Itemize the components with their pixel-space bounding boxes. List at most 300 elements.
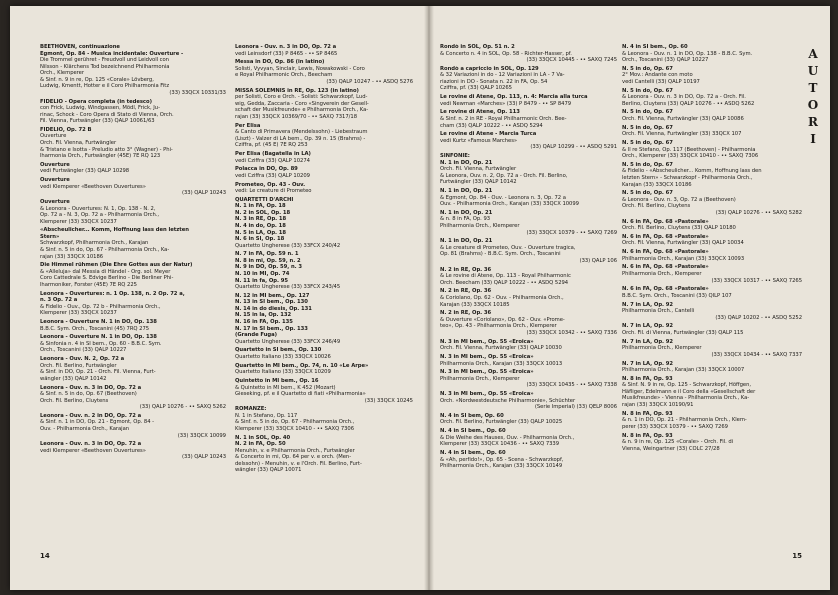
entry-title-line: Leonora - Ouvertures: n. 1 Op. 138, n. 2 Op. 72 a, — [40, 290, 185, 297]
entry-title-line: N. 4 in SI bem., Op. 60 — [440, 450, 506, 456]
entry-line: teo», Op. 43 - Philharmonia Orch., Klemperer — [440, 323, 557, 330]
entry-title-line: N. 16 in FA, Op. 135 — [235, 319, 293, 326]
entry-line: Orch. Beecham (33) QALP 10222 - •• ASDQ 5294 — [440, 279, 569, 286]
entry-line: & Sinf. n. 9 in re, Op. 125 «Corale» Lövberg, — [40, 76, 154, 83]
entry-line: Orch. Fil. Vienna, Furtwängler — [40, 140, 117, 147]
catalog-entry — [40, 51, 226, 97]
left-column-2 — [235, 44, 413, 476]
entry-line: lharmonia Orch., Furtwängler (45E) 7E RQ 123 — [40, 153, 161, 160]
entry-line: Quartetto Ungherese (33) 33FCX 243/45 — [235, 284, 341, 291]
entry-line: (33) 33QCX 10245 — [364, 397, 413, 404]
page-number-left: 14 — [40, 552, 50, 560]
entry-title-line: N. 5 in do, Op. 67 — [622, 124, 673, 131]
catalog-entry — [622, 264, 802, 284]
side-label-letter: I — [810, 132, 816, 146]
entry-line: (33) QALP 10202 - •• ASDQ 5252 — [715, 314, 802, 321]
entry-line: Orch., Klemperer — [40, 70, 84, 77]
entry-line: Philharmonia Orch., Klemperer — [440, 222, 520, 229]
entry-title-line: N. 7 in LA, Op. 92 — [622, 360, 674, 367]
entry-line: & Le rovine di Atene, Op. 113 - Royal Philharmonic — [440, 273, 571, 280]
entry-line: Coro Cattedrale S. Edvige Berlino - Die Berliner Phi- — [40, 275, 174, 282]
entry-line: Quartetto Italiano (33) 33QCX 10209 — [235, 369, 331, 376]
entry-title-line: Le rovine di Atene - Marcia Turca — [440, 131, 537, 138]
entry-title-line: Ouverture — [40, 161, 70, 168]
entry-line: & Sinf. n. 5 in do, Op. 67 - Philharmonia Orch., — [235, 419, 355, 426]
page-right — [434, 6, 830, 590]
entry-title-line: N. 5 in LA, Op. 18 — [235, 229, 287, 236]
entry-line: & 32 Variazioni in do - 12 Variazioni in LA - 7 Va- — [440, 72, 565, 79]
entry-title-line: Leonora - Ouv. n. 2 in DO, Op. 72 a — [40, 412, 142, 419]
catalog-entry — [40, 291, 226, 317]
entry-line: vedi Cziffra (33) QALP 10274 — [235, 157, 310, 164]
entry-line: & Leonora, Ouv. n. 2, Op. 72 a - Orch. Fil. Berlino, — [440, 172, 568, 179]
entry-line: Quartetto Ungherese (33) 33FCX 240/42 — [235, 242, 341, 249]
entry-line: lharmoniker, Forster (45E) 7E RQ 225 — [40, 281, 137, 288]
side-label-letter: A — [808, 47, 818, 61]
entry-line: & «Ah, perfido!», Op. 65 - Scena - Schwarzkopf, — [440, 456, 564, 463]
entry-line: & Leonora - Ouvertures: N. 1, Op. 138 - N. 2, — [40, 205, 156, 212]
entry-title-line: N. 6 in FA, Op. 68 «Pastorale» — [622, 233, 709, 240]
entry-title-line: N. 3 in RE, Op. 18 — [235, 216, 287, 223]
entry-title-line: Le rovine di Atene, Op. 113 — [440, 109, 520, 116]
entry-line: (33) QALP 106 — [579, 257, 617, 264]
entry-title-line: N. 1 in DO, Op. 21 — [440, 159, 493, 166]
side-label-letter: O — [807, 98, 819, 112]
entry-line: Ludwig, Kmentt, Hotter e il Coro Philharmonia Fitz — [40, 83, 170, 90]
catalog-entry — [440, 188, 617, 208]
catalog-entry — [622, 125, 802, 138]
entry-line: per Solisti, Coro e Orch. - Solisti: Schwarzkopf, Lud- — [235, 94, 368, 101]
entry-title-line: MISSA SOLEMNIS in RE, Op. 123 (in latino) — [235, 87, 359, 94]
entry-line: (33) 33QCX 10435 - •• SAXQ 7338 — [526, 382, 617, 389]
catalog-entry — [235, 197, 413, 249]
entry-line: B.B.C. Sym. Orch., Toscanini (33) QILP 107 — [622, 292, 732, 299]
entry-title-line: Leonora - Ouv. N. 2, Op. 72 a — [40, 356, 125, 363]
entry-line: Philharmonia Orch., Karajan (33) 33QCX 10149 — [440, 463, 563, 470]
entry-line: rajan (33) 33QCX 10369/70 - •• SAXQ 7317/18 — [235, 113, 357, 120]
entry-title-line: N. 1 in DO, Op. 21 — [440, 238, 493, 245]
entry-line: & «Alleluja» dal Messia di Händel - Org. sol. Meyer — [40, 268, 171, 275]
catalog-entry — [235, 166, 413, 179]
entry-line: & Quintetto in MI bem., K 452 (Mozart) — [235, 384, 336, 391]
entry-title-line: N. 5 in do, Op. 67 — [622, 140, 673, 147]
entry-title-line: (Grande Fuga) — [235, 332, 277, 339]
entry-line: Orch. Fil. Berlino, Cluytens — [622, 203, 691, 210]
entry-line: Orch., Toscanini (33) QALP 10227 — [622, 57, 709, 64]
entry-title-line: N. 4 in do, Op. 18 — [235, 222, 286, 229]
catalog-entry — [622, 109, 802, 122]
catalog-entry — [622, 433, 802, 453]
entry-line: Orch., Klemperer (33) 33QCX 10410 - •• SAXQ 7306 — [622, 153, 759, 160]
entry-title-line: Per Elisa — [235, 122, 261, 129]
entry-line: (Liszt) - Valzer di LA bem., Op. 39 n. 15 (Brahms) - — [235, 135, 366, 142]
entry-line: Nilsson - Klärchens Tod bezeichnend Philharmonia — [40, 63, 170, 70]
entry-line: Fil. Vienna, Furtwängler (33) QALP 10061/63 — [40, 118, 155, 125]
entry-line: Orch., Toscanini (33) QALP 10227 — [40, 347, 127, 354]
entry-title-line: FIDELIO - Opera completa (in tedesco) — [40, 98, 152, 105]
entry-title-line: Quartetto in SI bem., Op. 130 — [235, 347, 322, 354]
entry-title-line: N. 6 in FA, Op. 68 «Pastorale» — [622, 264, 709, 271]
catalog-entry — [440, 94, 617, 107]
entry-line: Häfliger, Edelmann e il Coro della «Gesellschaft der — [622, 388, 756, 395]
entry-title-line: N. 9 in DO, Op. 59, n. 3 — [235, 264, 303, 271]
entry-title-line: Ouverture — [40, 198, 70, 205]
entry-line: & Sinf. n. 2 in RE - Royal Philharmonic Orch. Bee- — [440, 116, 567, 123]
entry-line: Karajan (33) 33QCX 10186 — [622, 181, 692, 188]
entry-line: vedi Cantelli (33) QALP 10197 — [622, 78, 700, 85]
side-label-letter: T — [808, 81, 818, 95]
entry-line: rajan (33) 33QCX 10186 — [40, 253, 104, 260]
catalog-entry — [440, 354, 617, 367]
entry-line: Philharmonia Orch., Klemperer — [440, 375, 520, 382]
entry-line: vedi Leinsdorf (33) P 8465 - •• SP 8465 — [235, 50, 338, 57]
entry-line: vedi Cziffra (33) QALP 10209 — [235, 172, 310, 179]
entry-line: Philharmonia Orch., Karajan (33) 33QCX 10013 — [440, 360, 563, 367]
entry-line: N. 1 in Stefano, Op. 117 — [235, 412, 298, 419]
catalog-entry — [40, 319, 226, 332]
catalog-entry — [622, 219, 802, 232]
entry-line: Menuhin, v. e Philharmonia Orch., Furtwängler — [235, 447, 355, 454]
catalog-entry — [622, 162, 802, 188]
catalog-entry — [235, 88, 413, 121]
catalog-entry — [622, 302, 802, 322]
entry-line: Musikfreunde» - Vienna - Philharmonia Orch., Ka- — [622, 395, 750, 402]
catalog-entry — [40, 262, 226, 288]
entry-title-line: Leonora - Ouverture N. 1 in DO, Op. 138 — [40, 319, 157, 326]
entry-title-line: Messa in DO, Op. 86 (in latino) — [235, 59, 325, 66]
catalog-entry — [235, 44, 413, 57]
entry-title-line: N. 7 in LA, Op. 92 — [622, 338, 674, 345]
entry-line: & Leonora - Ouv. n. 3, Op. 72 a (Beethoven) — [622, 196, 736, 203]
entry-title-line: N. 5 in do, Op. 67 — [622, 190, 673, 197]
entry-title-line: N. 8 in FA, Op. 93 — [622, 410, 673, 417]
entry-line: vedi Newman «Marches» (33) P 8479 - •• SP 8479 — [440, 100, 572, 107]
entry-line: (33) 33QCX 10434 - •• SAXQ 7337 — [711, 351, 802, 358]
right-column-2 — [622, 44, 802, 454]
entry-line: & Sinf. N. 9 in re, Op. 125 - Schwarzkopf, Höffgen, — [622, 382, 752, 389]
entry-line: Orch. «Nordwestdeutsche Philharmonie», Schüchter — [440, 397, 576, 404]
entry-title-line: N. 2 in RE, Op. 36 — [440, 288, 492, 295]
entry-line: riazioni in DO - Sonata n. 22 in FA, Op. 54 — [440, 78, 548, 85]
catalog-entry — [235, 182, 413, 195]
entry-line: & Il re Stefano, Op. 117 (Beethoven) - Philharmonia — [622, 146, 756, 153]
book-spread — [10, 6, 830, 590]
entry-title-line: N. 4 in SI bem, Op. 60 — [440, 412, 504, 419]
entry-line: Philharmonia Orch., Klemperer — [622, 271, 702, 278]
entry-line: wängler (33) QALP 10071 — [235, 467, 302, 474]
catalog-entry — [622, 339, 802, 359]
catalog-entry — [235, 59, 413, 85]
entry-line: Orch. Fil. Vienna, Furtwängler (33) QALP 10030 — [440, 345, 562, 352]
side-section-label — [806, 46, 820, 148]
entry-title-line: N. 2 in RE, Op. 36 — [440, 310, 492, 317]
catalog-entry — [235, 123, 413, 149]
entry-line: (33) QALP 10276 - •• SAXQ 5262 — [139, 404, 226, 411]
entry-line: Orch. Fil. Berlino, Cluytens — [40, 397, 109, 404]
entry-line: con Frick, Ludwig, Windgassen, Mödl, Frick, Ju- — [40, 105, 160, 112]
catalog-entry — [235, 435, 413, 474]
entry-line: (33) QALP 10299 - •• ASDQ 5291 — [530, 144, 617, 151]
entry-title-line: N. 4 in SI bem., Op. 60 — [440, 428, 506, 435]
entry-line: cham (33) QALP 10222 - •• ASDQ 5294 — [440, 122, 543, 129]
entry-title-line: N. 10 in MI, Op. 74 — [235, 271, 290, 277]
catalog-entry — [440, 450, 617, 470]
entry-title-line: ROMANZE: — [235, 406, 267, 413]
entry-title-line: N. 1 in DO, Op. 21 — [440, 188, 493, 195]
entry-line: rinac, Schock - Coro Opera di Stato di Vienna, Orch. — [40, 111, 174, 118]
entry-title-line: N. 7 in LA, Op. 92 — [622, 301, 674, 308]
entry-title-line: QUARTETTI D'ARCHI — [235, 196, 294, 203]
catalog-entry — [440, 339, 617, 352]
catalog-entry — [440, 66, 617, 92]
entry-line: & Coriolano, Op. 62 - Ouv. - Philharmonia Orch., — [440, 295, 564, 302]
catalog-entry — [40, 227, 226, 260]
entry-line: (Serie Imperial) (33) QELP 8006 — [534, 404, 617, 411]
entry-line: & Sinf. n. 5 in do, Op. 67 - Philharmonia Orch., Ka- — [40, 246, 170, 253]
entry-line: Quartetto Italiano (33) 33QCX 10026 — [235, 353, 331, 360]
entry-line: Orch. Fil. Vienna, Furtwängler — [440, 166, 517, 173]
entry-line: (33) 33QCX 10379 - •• SAXQ 7269 — [526, 229, 617, 236]
entry-line: & Canto di Primavera (Mendelssohn) - Liebestraum — [235, 129, 368, 136]
entry-line: (33) 33QCX 10331/33 — [169, 89, 226, 96]
entry-line: & Die Weihe des Hauses, Ouv. - Philharmonia Orch., — [440, 434, 575, 441]
entry-line: vedi Klemperer «Beethoven Ouvertures» — [40, 447, 146, 454]
entry-line: Orch. Fil. Vienna, Furtwängler (33) QALP 10086 — [622, 116, 744, 123]
entry-line: & Sinf. n. 1 in DO, Op. 21 - Egmont, Op. 84 - — [40, 419, 154, 426]
entry-title-line: N. 8 in FA, Op. 93 — [622, 432, 673, 439]
entry-line: Ouverture — [40, 133, 67, 140]
entry-line: Ouv. - Philharmonia Orch., Karajan (33) 33QCX 10099 — [440, 201, 579, 208]
entry-line: & n. 8 in FA, Op. 93 — [440, 216, 491, 223]
catalog-entry — [440, 44, 617, 64]
entry-line: & n. 9 in re, Op. 125 «Corale» - Orch. Fil. di — [622, 439, 734, 446]
entry-line: (33) 33QCX 10342 - •• SAXQ 7336 — [526, 329, 617, 336]
catalog-entry — [235, 151, 413, 164]
entry-title-line: Prometeo, Op. 43 - Ouv. — [235, 181, 306, 188]
entry-line: & Sinf. n. 5 in do, Op. 67 (Beethoven) — [40, 391, 137, 398]
catalog-entry — [622, 44, 802, 64]
entry-line: Klemperer (33) 33QCX 10436 - •• SAXQ 7339 — [440, 441, 560, 448]
entry-line: Op. 72 a - N. 3, Op. 72 a - Philharmonia Orch., — [40, 212, 160, 219]
entry-line: Orch. Fil. Vienna, Furtwängler (33) 33QCX 107 — [622, 131, 742, 138]
entry-line: (33) 33QCX 10445 - •• SAXQ 7245 — [526, 57, 617, 64]
entry-title-line: SINFONIE: — [440, 153, 470, 160]
entry-title-line: N. 1 in DO, Op. 21 — [440, 209, 493, 216]
entry-line: & Sinfonia n. 4 in SI bem., Op. 60 - B.B.C. Sym. — [40, 340, 162, 347]
entry-line: vedi: Le creature di Prometeo — [235, 188, 312, 195]
entry-title-line: N. 8 in mi, Op. 59, n. 2 — [235, 257, 301, 264]
entry-line: (33) QALP 10243 — [181, 454, 226, 461]
book-gutter — [424, 6, 434, 590]
entry-title-line: Stern» — [40, 233, 60, 240]
entry-title-line: Quartetto in MI bem., Op. 74, n. 10 «Le Arpe» — [235, 362, 369, 369]
catalog-entry — [440, 238, 617, 264]
entry-line: schaft der Musikfreunde» e Philharmonia Orch., Ka- — [235, 107, 369, 114]
catalog-entry — [440, 391, 617, 411]
entry-line: & n. 1 in DO, Op. 21 - Philharmonia Orch., Klem- — [622, 417, 747, 424]
catalog-entry — [622, 361, 802, 374]
entry-title-line: Leonora - Ouverture N. 1 in DO, Op. 138 — [40, 334, 157, 341]
entry-line: vedi Kurtz «Famous Marches» — [440, 137, 518, 144]
entry-line: Orch. Fil. Berlino, Furtwängler (33) QALP 10025 — [440, 419, 563, 426]
entry-line: Ouv. - Philharmonia Orch., Karajan — [40, 425, 130, 432]
catalog-entry — [622, 249, 802, 262]
entry-line: wängler (33) QALP 10142 — [40, 375, 107, 382]
entry-title-line: Per Elisa (Bagatella in LA) — [235, 150, 311, 157]
entry-line: letzten Stern» - Schwarzkopf - Philharmonia Orch., — [622, 174, 753, 181]
entry-line: (33) 33QCX 10317 - •• SAXQ 7265 — [711, 277, 802, 284]
entry-line: Berlino, Cluytens (33) QALP 10276 - •• ASDQ 5262 — [622, 100, 755, 107]
catalog-entry — [440, 369, 617, 389]
catalog-entry — [40, 177, 226, 197]
catalog-entry — [622, 88, 802, 108]
entry-title-line: Le rovine di Atene, Op. 113, n. 4: Marcia alla turca — [440, 94, 588, 101]
entry-line: & Fidelio - «Abscheulicher... Komm, Hoffnung lass den — [622, 168, 762, 175]
entry-title-line: N. 6 in FA, Op. 68 «Pastorale» — [622, 249, 709, 256]
entry-line: & Concerto in mi, Op. 64 per v. e orch. (Men- — [235, 454, 352, 461]
entry-line: (33) QALP 10247 - •• ASDQ 5276 — [326, 78, 413, 85]
catalog-entry — [622, 66, 802, 86]
entry-line: (33) 33QCX 10099 — [177, 432, 226, 439]
left-column-1 — [40, 44, 226, 463]
entry-line: Solisti, Vyvyan, Sinclair, Lewis, Nowakowski - Coro — [235, 65, 365, 72]
catalog-entry — [40, 356, 226, 382]
entry-line: Orch. Fil. Berlino, Furtwängler — [40, 362, 117, 369]
entry-title-line: N. 1 in SOL, Op. 40 — [235, 434, 291, 441]
entry-line: Karajan (33) 33QCX 10185 — [440, 301, 510, 308]
catalog-entry — [235, 406, 413, 432]
catalog-entry — [235, 363, 413, 376]
catalog-entry — [440, 288, 617, 308]
entry-title-line: «Abscheulicher... Komm, Hoffnung lass den letzten — [40, 227, 189, 234]
entry-title-line: N. 5 in do, Op. 67 — [622, 65, 673, 72]
catalog-entry — [622, 140, 802, 160]
entry-line: vedi Klemperer «Beethoven Ouvertures» — [40, 183, 146, 190]
entry-line: Op. 81 (Brahms) - B.B.C. Sym. Orch., Toscanini — [440, 251, 561, 258]
entry-line: Cziffra, pf. (45 E) 7E RQ 253 — [235, 142, 308, 149]
catalog-entry — [440, 109, 617, 129]
catalog-entry — [235, 251, 413, 290]
entry-line: & Le creature di Prometeo, Ouv. - Ouverture tragica, — [440, 244, 576, 251]
entry-line: Klemperer (33) 33QCX 10237 — [40, 310, 117, 317]
entry-title-line: N. 3 in MI bem., Op. 55 «Eroica» — [440, 369, 534, 376]
entry-title-line: N. 2 in RE, Op. 36 — [440, 266, 492, 273]
entry-line: 2° Mov.: Andante con moto — [622, 72, 693, 79]
entry-line: (33) QALP 10276 - •• SAXQ 5282 — [715, 209, 802, 216]
entry-title-line: Rondò in SOL, Op. 51 n. 2 — [440, 44, 515, 50]
entry-title-line: N. 12 in MI bem., Op. 127 — [235, 292, 310, 299]
catalog-entry — [622, 411, 802, 431]
catalog-entry — [40, 441, 226, 461]
entry-line: & Ouverture «Coriolano», Op. 62 - Ouv. «Prome- — [440, 316, 565, 323]
page-left — [10, 6, 424, 590]
catalog-entry — [235, 347, 413, 360]
catalog-entry — [40, 413, 226, 439]
catalog-entry — [440, 413, 617, 426]
entry-line: Orch. Fil. Berlino, Cluytens (33) QALP 10180 — [622, 225, 736, 232]
entry-title-line: N. 6 in SI, Op. 18 — [235, 236, 285, 243]
entry-title-line: N. 5 in do, Op. 67 — [622, 109, 673, 116]
entry-line: & Tristano e Isotta - Preludio atto 3° (Wagner) - Phi- — [40, 146, 173, 153]
entry-title-line: N. 3 in MI bem., Op. 55 «Eroica» — [440, 391, 534, 398]
page-number-right: 15 — [792, 552, 802, 560]
entry-title-line: N. 11 in fa, Op. 95 — [235, 277, 288, 284]
entry-line: Klemperer (33) 33QCX 10410 - •• SAXQ 7306 — [235, 425, 355, 432]
entry-title-line: N. 1 in FA, Op. 18 — [235, 203, 286, 210]
catalog-entry — [622, 234, 802, 247]
entry-title-line: N. 5 in do, Op. 67 — [622, 161, 673, 168]
catalog-entry — [440, 267, 617, 287]
entry-line: Vienna, Weingartner (33) COLC 27/28 — [622, 445, 720, 452]
entry-title-line: N. 3 in MI bem., Op. 55 «Eroica» — [440, 353, 534, 360]
entry-line: & Sinf. in DO, Op. 21 - Orch. Fil. Vienna, Furt- — [40, 369, 156, 376]
entry-line: & Concerto n. 4 in SOL, Op. 58 - Richter-Hasser, pf. — [440, 50, 572, 57]
entry-title-line: N. 3 in MI bem., Op. 55 «Eroica» — [440, 338, 534, 345]
entry-line: Gieseking, pf. e il Quartetto di fiati «Philharmonia» — [235, 391, 366, 398]
entry-title-line: n. 3 Op. 72 a — [40, 297, 78, 304]
entry-line: Quartetto Ungherese (33) 33FCX 246/49 — [235, 338, 341, 345]
entry-title-line: Leonora - Ouv. n. 3 in DO, Op. 72 a — [40, 384, 142, 391]
section-heading: BEETHOVEN, continuazione — [40, 44, 120, 50]
entry-line: Die Trommel gerühret - Freudvoll und Leidvoll con — [40, 57, 169, 64]
entry-line: Cziffra, pf. (33) QALP 10265 — [440, 85, 512, 92]
entry-line: B.B.C. Sym. Orch., Toscanini (45) 7RQ 275 — [40, 325, 150, 332]
entry-title-line: Leonora - Ouv. n. 3 in DO, Op. 72 a — [40, 441, 142, 448]
entry-title-line: Die Himmel rühmen (Die Ehre Gottes aus der Natur) — [40, 262, 193, 269]
entry-line: vedi Furtwängler (33) QALP 10298 — [40, 168, 130, 175]
catalog-entry — [235, 378, 413, 404]
catalog-entry — [440, 428, 617, 448]
catalog-entry — [440, 210, 617, 236]
catalog-entry — [235, 293, 413, 345]
catalog-entry — [40, 199, 226, 225]
entry-line: & Fidelio - Ouv., Op. 72 b - Philharmonia Orch., — [40, 303, 161, 310]
entry-line: Philharmonia Orch., Karajan (33) 33QCX 10093 — [622, 255, 745, 262]
entry-title-line: N. 7 in FA, Op. 59 n. 1 — [235, 251, 299, 258]
catalog-entry — [622, 323, 802, 336]
entry-line: Philharmonia Orch., Klemperer — [622, 345, 702, 352]
entry-title-line: N. 14 in do diesis, Op. 131 — [235, 305, 312, 312]
entry-title-line: N. 15 in la, Op. 132 — [235, 312, 292, 319]
catalog-entry — [622, 376, 802, 409]
side-label-letter: U — [807, 64, 819, 78]
entry-line: wig, Gedda, Zaccaria - Coro «Singverein der Gesell- — [235, 100, 369, 107]
catalog-entry — [40, 99, 226, 125]
entry-title-line: N. 6 in FA, Op. 68 «Pastorale» — [622, 218, 709, 225]
entry-line: e Royal Philharmonic Orch., Beecham — [235, 72, 333, 79]
entry-title-line: Leonora - Ouv. n. 3 in DO, Op. 72 a — [235, 44, 337, 50]
right-column-1 — [440, 44, 617, 472]
entry-line: Schwarzkopf, Philharmonia Orch., Karajan — [40, 240, 149, 247]
catalog-entry — [40, 162, 226, 175]
entry-title-line: N. 13 in SI bem., Op. 130 — [235, 299, 308, 306]
entry-line: & Leonora - Ouv. n. 3 in DO, Op. 72 a - Orch. Fil. — [622, 94, 746, 101]
entry-line: Philharmonia Orch., Cantelli — [622, 308, 695, 315]
entry-title-line: N. 6 in FA, Op. 68 «Pastorale» — [622, 286, 709, 293]
catalog-entry — [622, 190, 802, 216]
entry-title-line: Quintetto in MI bem., Op. 16 — [235, 377, 319, 384]
catalog-entry — [440, 131, 617, 151]
catalog-entry — [40, 334, 226, 354]
entry-line: & Leonora - Ouv. n. 1 in DO, Op. 138 - B.B.C. Sym. — [622, 50, 753, 57]
entry-title-line: FIDELIO, Op. 72 B — [40, 126, 92, 133]
entry-line: Furtwängler (33) QALP 10142 — [440, 179, 517, 186]
entry-title-line: N. 5 in do, Op. 67 — [622, 87, 673, 94]
entry-line: (33) QALP 10243 — [181, 190, 226, 197]
entry-title-line: Ouverture — [40, 177, 70, 184]
entry-line: Orch. Fil. Vienna, Furtwängler (33) QALP 10034 — [622, 240, 744, 247]
entry-line: Klemperer (33) 33QCX 10237 — [40, 218, 117, 225]
